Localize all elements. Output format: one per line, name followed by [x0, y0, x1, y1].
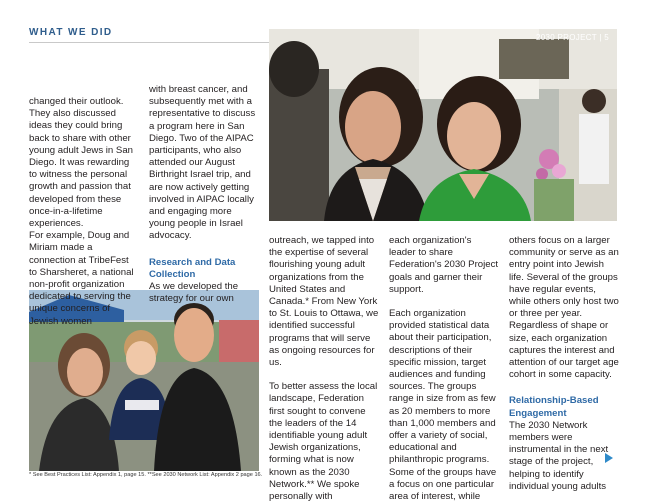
text-column-5 — [509, 235, 619, 493]
subheading-research: Research and Data Collection — [149, 256, 236, 280]
section-title: WHAT WE DID — [29, 27, 113, 38]
paragraph: each organization's leader to share Federation's 2030 Project goals and garner their support. — [389, 235, 499, 295]
paragraph: with breast cancer, and subsequently met with a representative to discuss a program here in San Diego. Two of the AIPAC participants, who also attended our August Birthright Israel trip, and are now actively getting involved in AIPAC locally and engaging more young people in Israel advocacy. — [149, 84, 256, 242]
paragraph: For example, Doug and Miriam made a connection at TribeFest to Sharsheret, a national non-profit organization dedicated to serving the unique concerns of Jewish women — [29, 230, 134, 327]
paragraph: To better assess the local landscape, Federation first sought to convene the leaders of the 14 identifiable young adult Jewish organizations, forming what is now known as the 2030 Network.** We spoke personally with — [269, 381, 378, 503]
paragraph: outreach, we tapped into the expertise of several flourishing young adult organizations from the United States and Canada.* From New York to St. Louis to Ottawa, we identified successful programs that will serve as ongoing resources for us. — [269, 235, 379, 369]
text-column-4 — [389, 235, 499, 503]
photo-two-women — [269, 29, 617, 221]
paragraph: others focus on a larger community or serve as an entry point into Jewish life. Several of the groups have regular events, while others only host two or three per year. Regardless of shape or size, each organization captures the interest and attention of our target age cohort in some capacity. — [509, 235, 619, 381]
text-column-2 — [149, 84, 259, 305]
subheading-relationship: Relationship-Based Engagement — [509, 395, 599, 419]
next-arrow-icon[interactable] — [605, 453, 613, 463]
paragraph: As we developed the strategy for our own — [149, 281, 239, 305]
footnote: * See Best Practices List: Appendix 1, page 15. **See 2030 Network List: Appendix 2 page 16. — [29, 472, 263, 478]
paragraph: changed their outlook. They also discussed ideas they could bring back to share with other young adult Jews in San Diego. It was rewarding to witness the personal growth and passion that developed from these once-in-a-lifetime experiences. — [29, 96, 133, 230]
page-label: 2030 PROJECT | 5 — [536, 33, 609, 42]
text-column-1 — [29, 96, 139, 328]
paragraph: The 2030 Network members were instrumental in the next stage of the project, helping to identify individual young adults — [509, 419, 609, 492]
text-column-3 — [269, 235, 379, 503]
paragraph: Each organization provided statistical data about their participation, descriptions of their specific mission, target audiences and funding sources. The groups range in size from as few as 20 members to more than 1,000 members and offer a variety of social, educational and philanthropic programs. Some of the groups have a focus on one particular area of interest, while — [389, 308, 497, 503]
